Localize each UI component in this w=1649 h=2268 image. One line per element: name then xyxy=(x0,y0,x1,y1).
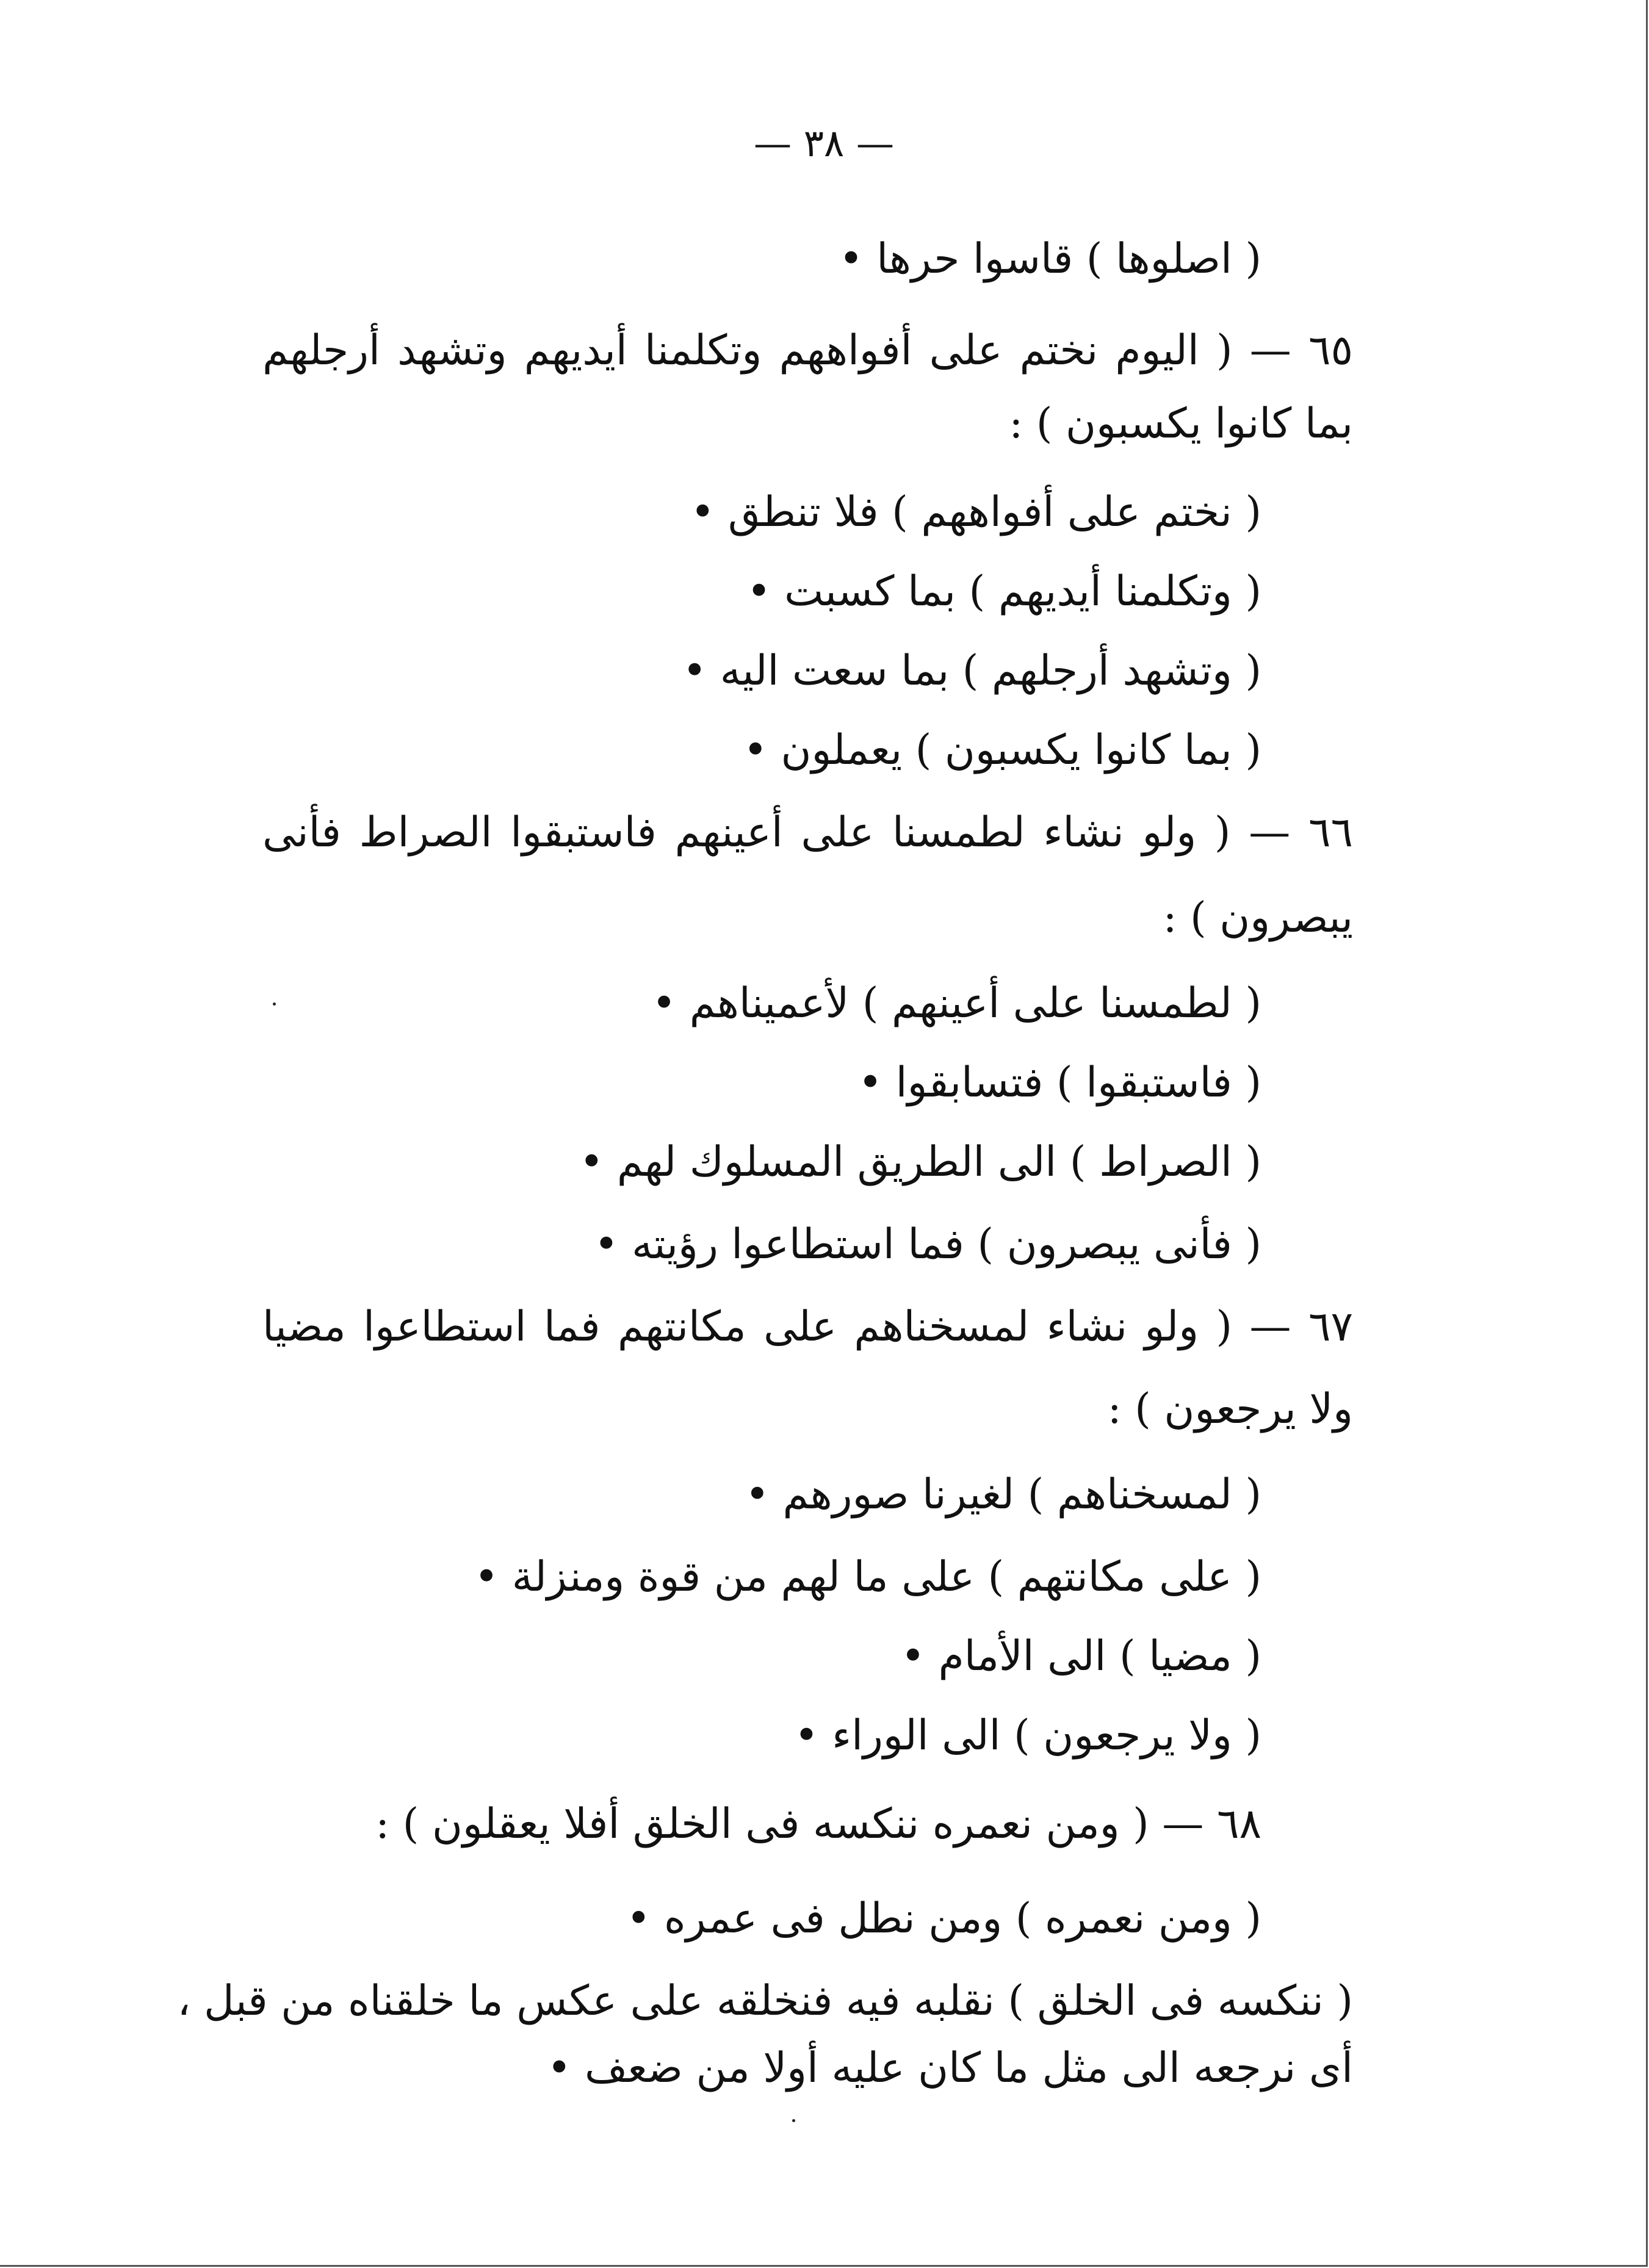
text-line: ( اصلوها ) قاسوا حرها • xyxy=(839,235,1261,283)
gloss-line: ( على مكانتهم ) على ما لهم من قوة ومنزلة • xyxy=(474,1553,1261,1601)
verse-line-continuation: بما كانوا يكسبون ) : xyxy=(1009,400,1353,448)
scan-speck xyxy=(792,2119,795,2122)
gloss-line: ( مضيا ) الى الأمام • xyxy=(900,1632,1261,1680)
gloss-line: ( وتشهد أرجلهم ) بما سعت اليه • xyxy=(682,647,1261,695)
gloss-line: ( ومن نعمره ) ومن نطل فى عمره • xyxy=(626,1895,1261,1943)
gloss-line: ( الصراط ) الى الطريق المسلوك لهم • xyxy=(579,1138,1261,1186)
verse-line: ٦٧ — ( ولو نشاء لمسخناهم على مكانتهم فما استطاعوا مضيا xyxy=(262,1303,1353,1351)
verse-line-continuation: ولا يرجعون ) : xyxy=(1107,1385,1353,1433)
gloss-line: ( فأنى يبصرون ) فما استطاعوا رؤيته • xyxy=(594,1220,1261,1269)
gloss-line: ( لمسخناهم ) لغيرنا صورهم • xyxy=(745,1471,1261,1519)
gloss-line: ( نختم على أفواههم ) فلا تنطق • xyxy=(690,488,1261,536)
gloss-line: ( ننكسه فى الخلق ) نقلبه فيه فنخلقه على عكس ما خلقناه من قبل ، xyxy=(177,1977,1353,2025)
gloss-line: ( وتكلمنا أيديهم ) بما كسبت • xyxy=(746,567,1261,616)
verse-line-continuation: يبصرون ) : xyxy=(1163,894,1353,942)
gloss-line: ( ولا يرجعون ) الى الوراء • xyxy=(794,1712,1261,1760)
gloss-line: ( بما كانوا يكسبون ) يعملون • xyxy=(743,726,1261,774)
gloss-line: ( فاستبقوا ) فتسابقوا • xyxy=(857,1059,1261,1107)
gloss-line: ( لطمسنا على أعينهم ) لأعميناهم • xyxy=(652,979,1261,1028)
verse-line: ٦٨ — ( ومن نعمره ننكسه فى الخلق أفلا يعقلون ) : xyxy=(375,1800,1261,1848)
scan-speck xyxy=(273,1003,276,1006)
gloss-line-continuation: أى نرجعه الى مثل ما كان عليه أولا من ضعف • xyxy=(547,2044,1353,2092)
verse-line: ٦٦ — ( ولو نشاء لطمسنا على أعينهم فاستبقوا الصراط فأنى xyxy=(262,808,1353,857)
verse-line: ٦٥ — ( اليوم نختم على أفواههم وتكلمنا أيديهم وتشهد أرجلهم xyxy=(262,326,1353,375)
page-number: — ٣٨ — xyxy=(753,121,895,165)
